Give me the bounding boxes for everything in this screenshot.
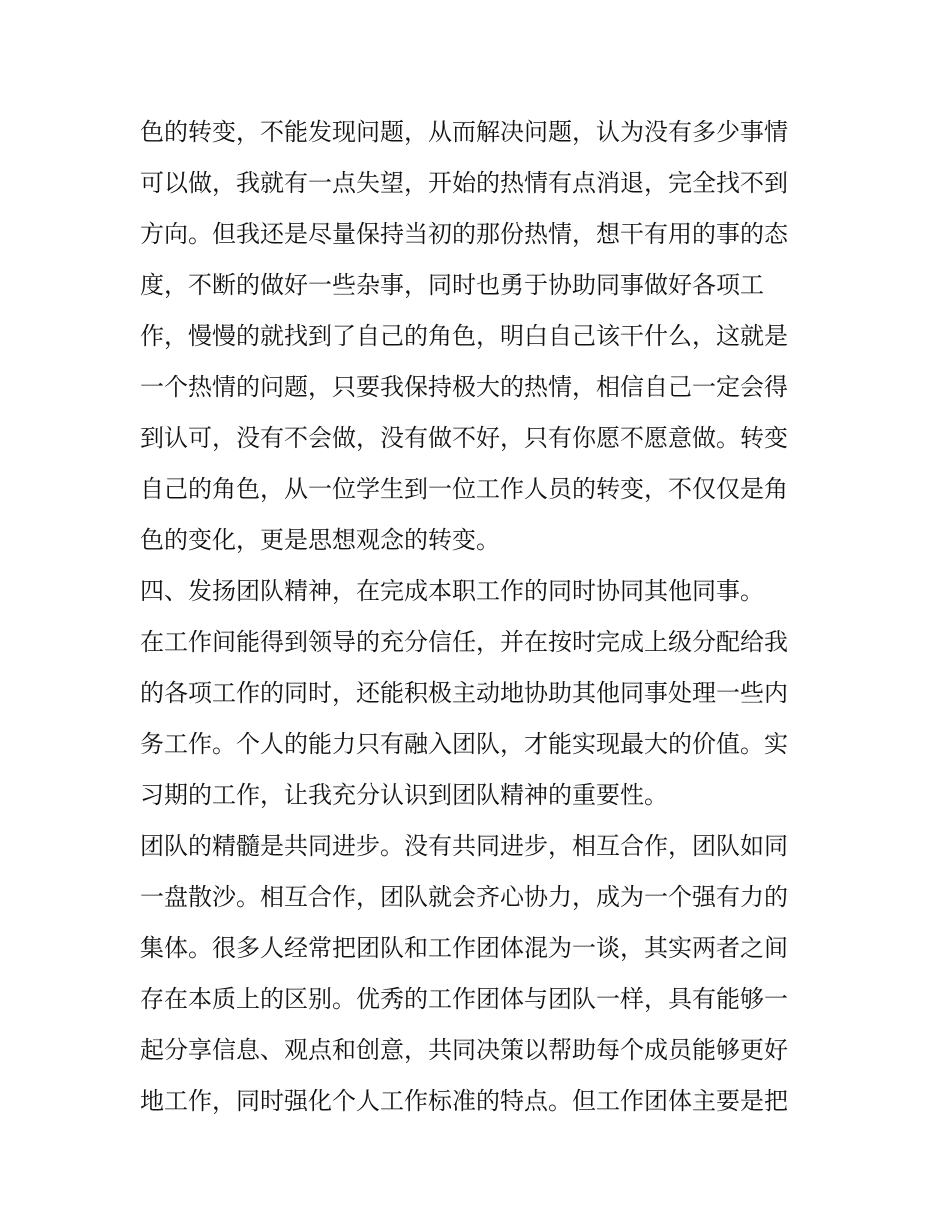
text-line: 集体。很多人经常把团队和工作团体混为一谈，其实两者之间 [140, 934, 788, 962]
text-line: 作，慢慢的就找到了自己的角色，明白自己该干什么，这就是 [140, 322, 788, 350]
section-heading: 四、发扬团队精神，在完成本职工作的同时协同其他同事。 [140, 577, 764, 605]
text-line: 一个热情的问题，只要我保持极大的热情，相信自己一定会得 [140, 373, 788, 401]
text-line: 色的变化，更是思想观念的转变。 [140, 526, 500, 554]
text-line: 度，不断的做好一些杂事，同时也勇于协助同事做好各项工 [140, 271, 764, 299]
text-line: 到认可，没有不会做，没有做不好，只有你愿不愿意做。转变 [140, 424, 788, 452]
text-line: 一盘散沙。相互合作，团队就会齐心协力，成为一个强有力的 [140, 883, 788, 911]
text-line: 可以做，我就有一点失望，开始的热情有点消退，完全找不到 [140, 169, 788, 197]
text-line: 起分享信息、观点和创意，共同决策以帮助每个成员能够更好 [140, 1036, 788, 1064]
text-line: 团队的精髓是共同进步。没有共同进步，相互合作，团队如同 [140, 832, 788, 860]
text-line: 自己的角色，从一位学生到一位工作人员的转变，不仅仅是角 [140, 475, 788, 503]
text-line: 地工作，同时强化个人工作标准的特点。但工作团体主要是把 [140, 1087, 788, 1115]
body-text [140, 107, 840, 1127]
text-line: 习期的工作，让我充分认识到团队精神的重要性。 [140, 781, 668, 809]
text-line: 务工作。个人的能力只有融入团队，才能实现最大的价值。实 [140, 730, 788, 758]
text-line: 在工作间能得到领导的充分信任，并在按时完成上级分配给我 [140, 628, 788, 656]
text-line: 存在本质上的区别。优秀的工作团体与团队一样，具有能够一 [140, 985, 788, 1013]
text-line: 方向。但我还是尽量保持当初的那份热情，想干有用的事的态 [140, 220, 788, 248]
text-line: 的各项工作的同时，还能积极主动地协助其他同事处理一些内 [140, 679, 788, 707]
text-line: 色的转变，不能发现问题，从而解决问题，认为没有多少事情 [140, 118, 788, 146]
